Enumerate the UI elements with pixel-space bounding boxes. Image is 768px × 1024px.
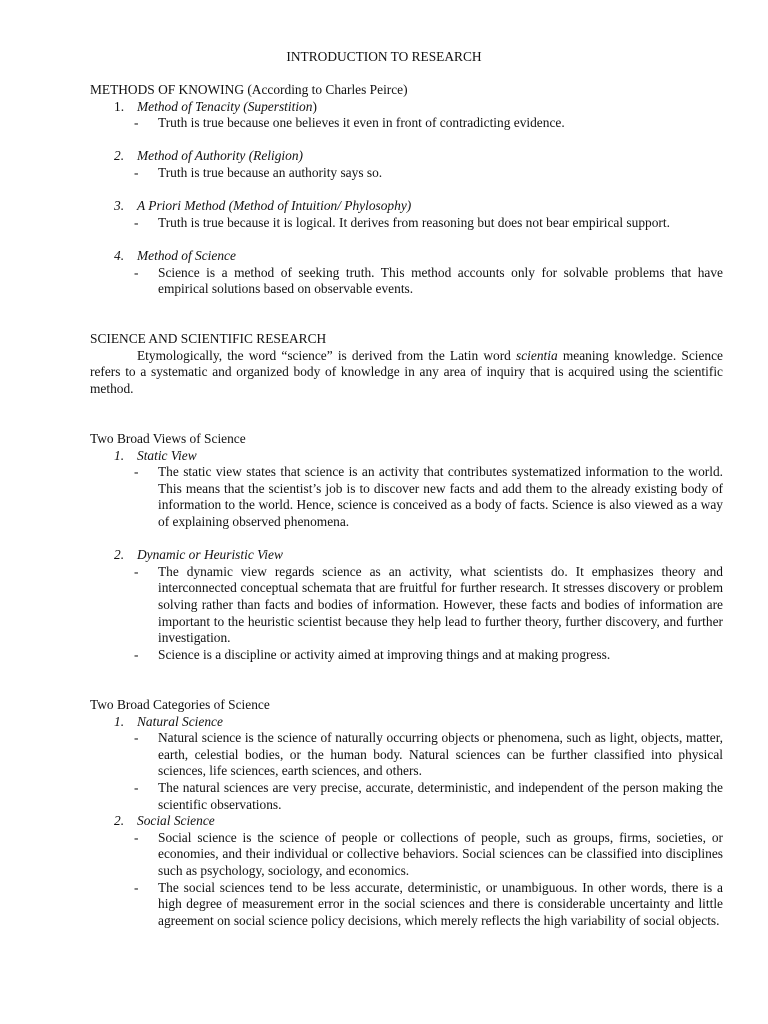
views-section: [90, 431, 723, 663]
item-label: A Priori Method (Method of Intuition/ Phylosophy): [137, 198, 412, 214]
dash-marker: -: [134, 779, 139, 795]
latin-term: scientia: [516, 347, 558, 363]
views-heading: Two Broad Views of Science: [90, 431, 246, 446]
bullet-item: [90, 464, 723, 530]
bullet-text: The natural sciences are very precise, accurate, deterministic, and independent of the person making the scientific observations.: [158, 779, 723, 812]
bullet-item: [90, 215, 723, 232]
bullet-item: [90, 880, 723, 930]
view-item: [90, 547, 723, 564]
methods-section: [90, 82, 723, 298]
dash-marker: -: [134, 164, 139, 180]
method-item: [90, 248, 723, 265]
bullet-text: Social science is the science of people or collections of people, such as groups, firms, societies, or economies, and their individual or collective behaviors. Social sciences can be classified into disciplines such as psychology, sociology, and economics.: [158, 829, 723, 878]
dash-marker: -: [134, 214, 139, 230]
categories-heading: Two Broad Categories of Science: [90, 697, 270, 712]
bullet-text: Truth is true because an authority says so.: [158, 164, 383, 180]
science-paragraph: [90, 348, 723, 398]
dash-marker: -: [134, 464, 139, 480]
item-number: 1.: [114, 98, 125, 114]
item-number: 3.: [114, 198, 125, 214]
method-item: [90, 198, 723, 215]
item-label: Static View: [137, 447, 197, 463]
bullet-text: Truth is true because one believes it even in front of contradicting evidence.: [158, 115, 565, 131]
bullet-text: The social sciences tend to be less accurate, deterministic, or unambiguous. In other words, there is a high degree of measurement error in the social sciences and there is considerable uncertainty and little agreement on social science policy decisions, which merely reflects the high variability of social objects.: [158, 879, 723, 928]
paragraph-text: Etymologically, the word “science” is derived from the Latin word: [137, 347, 517, 363]
bullet-text: Science is a discipline or activity aimed at improving things and at making progress.: [158, 646, 611, 662]
category-item: [90, 714, 723, 731]
item-number: 2.: [114, 547, 125, 563]
document-title: INTRODUCTION TO RESEARCH: [286, 49, 482, 64]
dash-marker: -: [134, 563, 139, 579]
item-label-suffix: ): [312, 98, 317, 114]
bullet-item: [90, 647, 723, 664]
bullet-item: [90, 265, 723, 298]
item-number: 4.: [114, 247, 125, 263]
dash-marker: -: [134, 264, 139, 280]
item-number: 1.: [114, 447, 125, 463]
item-label: Method of Authority (Religion): [137, 148, 303, 164]
bullet-item: [90, 830, 723, 880]
item-label: Natural Science: [137, 713, 223, 729]
bullet-text: The static view states that science is an activity that contributes systematized information to the world. This means that the scientist’s job is to discover new facts and add them to the already existing body of information to the world. Hence, science is conceived as a body of facts. Science is also viewed as a way of explaining observed phenomena.: [158, 464, 723, 529]
bullet-text: Truth is true because it is logical. It derives from reasoning but does not bear empirical support.: [158, 214, 670, 230]
bullet-item: [90, 165, 723, 182]
bullet-item: [90, 115, 723, 132]
method-item: [90, 99, 723, 116]
item-number: 1.: [114, 713, 125, 729]
dash-marker: -: [134, 115, 139, 131]
bullet-item: [90, 780, 723, 813]
item-label: Method of Science: [137, 247, 236, 263]
science-section: [90, 331, 723, 397]
item-label: Method of Tenacity (Superstition: [137, 98, 313, 114]
science-heading: SCIENCE AND SCIENTIFIC RESEARCH: [90, 331, 327, 346]
dash-marker: -: [134, 879, 139, 895]
methods-heading: METHODS OF KNOWING (According to Charles Peirce): [90, 82, 408, 97]
category-item: [90, 813, 723, 830]
bullet-item: [90, 564, 723, 647]
dash-marker: -: [134, 646, 139, 662]
item-number: 2.: [114, 148, 125, 164]
view-item: [90, 448, 723, 465]
bullet-item: [90, 730, 723, 780]
categories-section: [90, 697, 723, 929]
bullet-text: Natural science is the science of naturally occurring objects or phenomena, such as light, objects, matter, earth, celestial bodies, or the human body. Natural sciences can be further classified into physical sciences, life sciences, earth sciences, and others.: [158, 730, 723, 779]
method-item: [90, 148, 723, 165]
bullet-text: The dynamic view regards science as an activity, what scientists do. It emphasizes theory and interconnected conceptual schemata that are fruitful for further research. It stresses discovery or problem solving rather than facts and bodies of information. However, these facts and bodies of information are important to the heuristic scientist because they help lead to further theory, further discovery, and further investigation.: [158, 563, 723, 646]
dash-marker: -: [134, 730, 139, 746]
item-label: Dynamic or Heuristic View: [137, 547, 283, 563]
dash-marker: -: [134, 829, 139, 845]
paragraph-text: meaning knowledge. Science refers to a systematic and organized body of knowledge in any area of inquiry that is acquired using the scientific method.: [90, 347, 724, 396]
item-label: Social Science: [137, 813, 215, 829]
item-number: 2.: [114, 813, 125, 829]
bullet-text: Science is a method of seeking truth. This method accounts only for solvable problems that have empirical solutions based on observable events.: [158, 264, 723, 297]
